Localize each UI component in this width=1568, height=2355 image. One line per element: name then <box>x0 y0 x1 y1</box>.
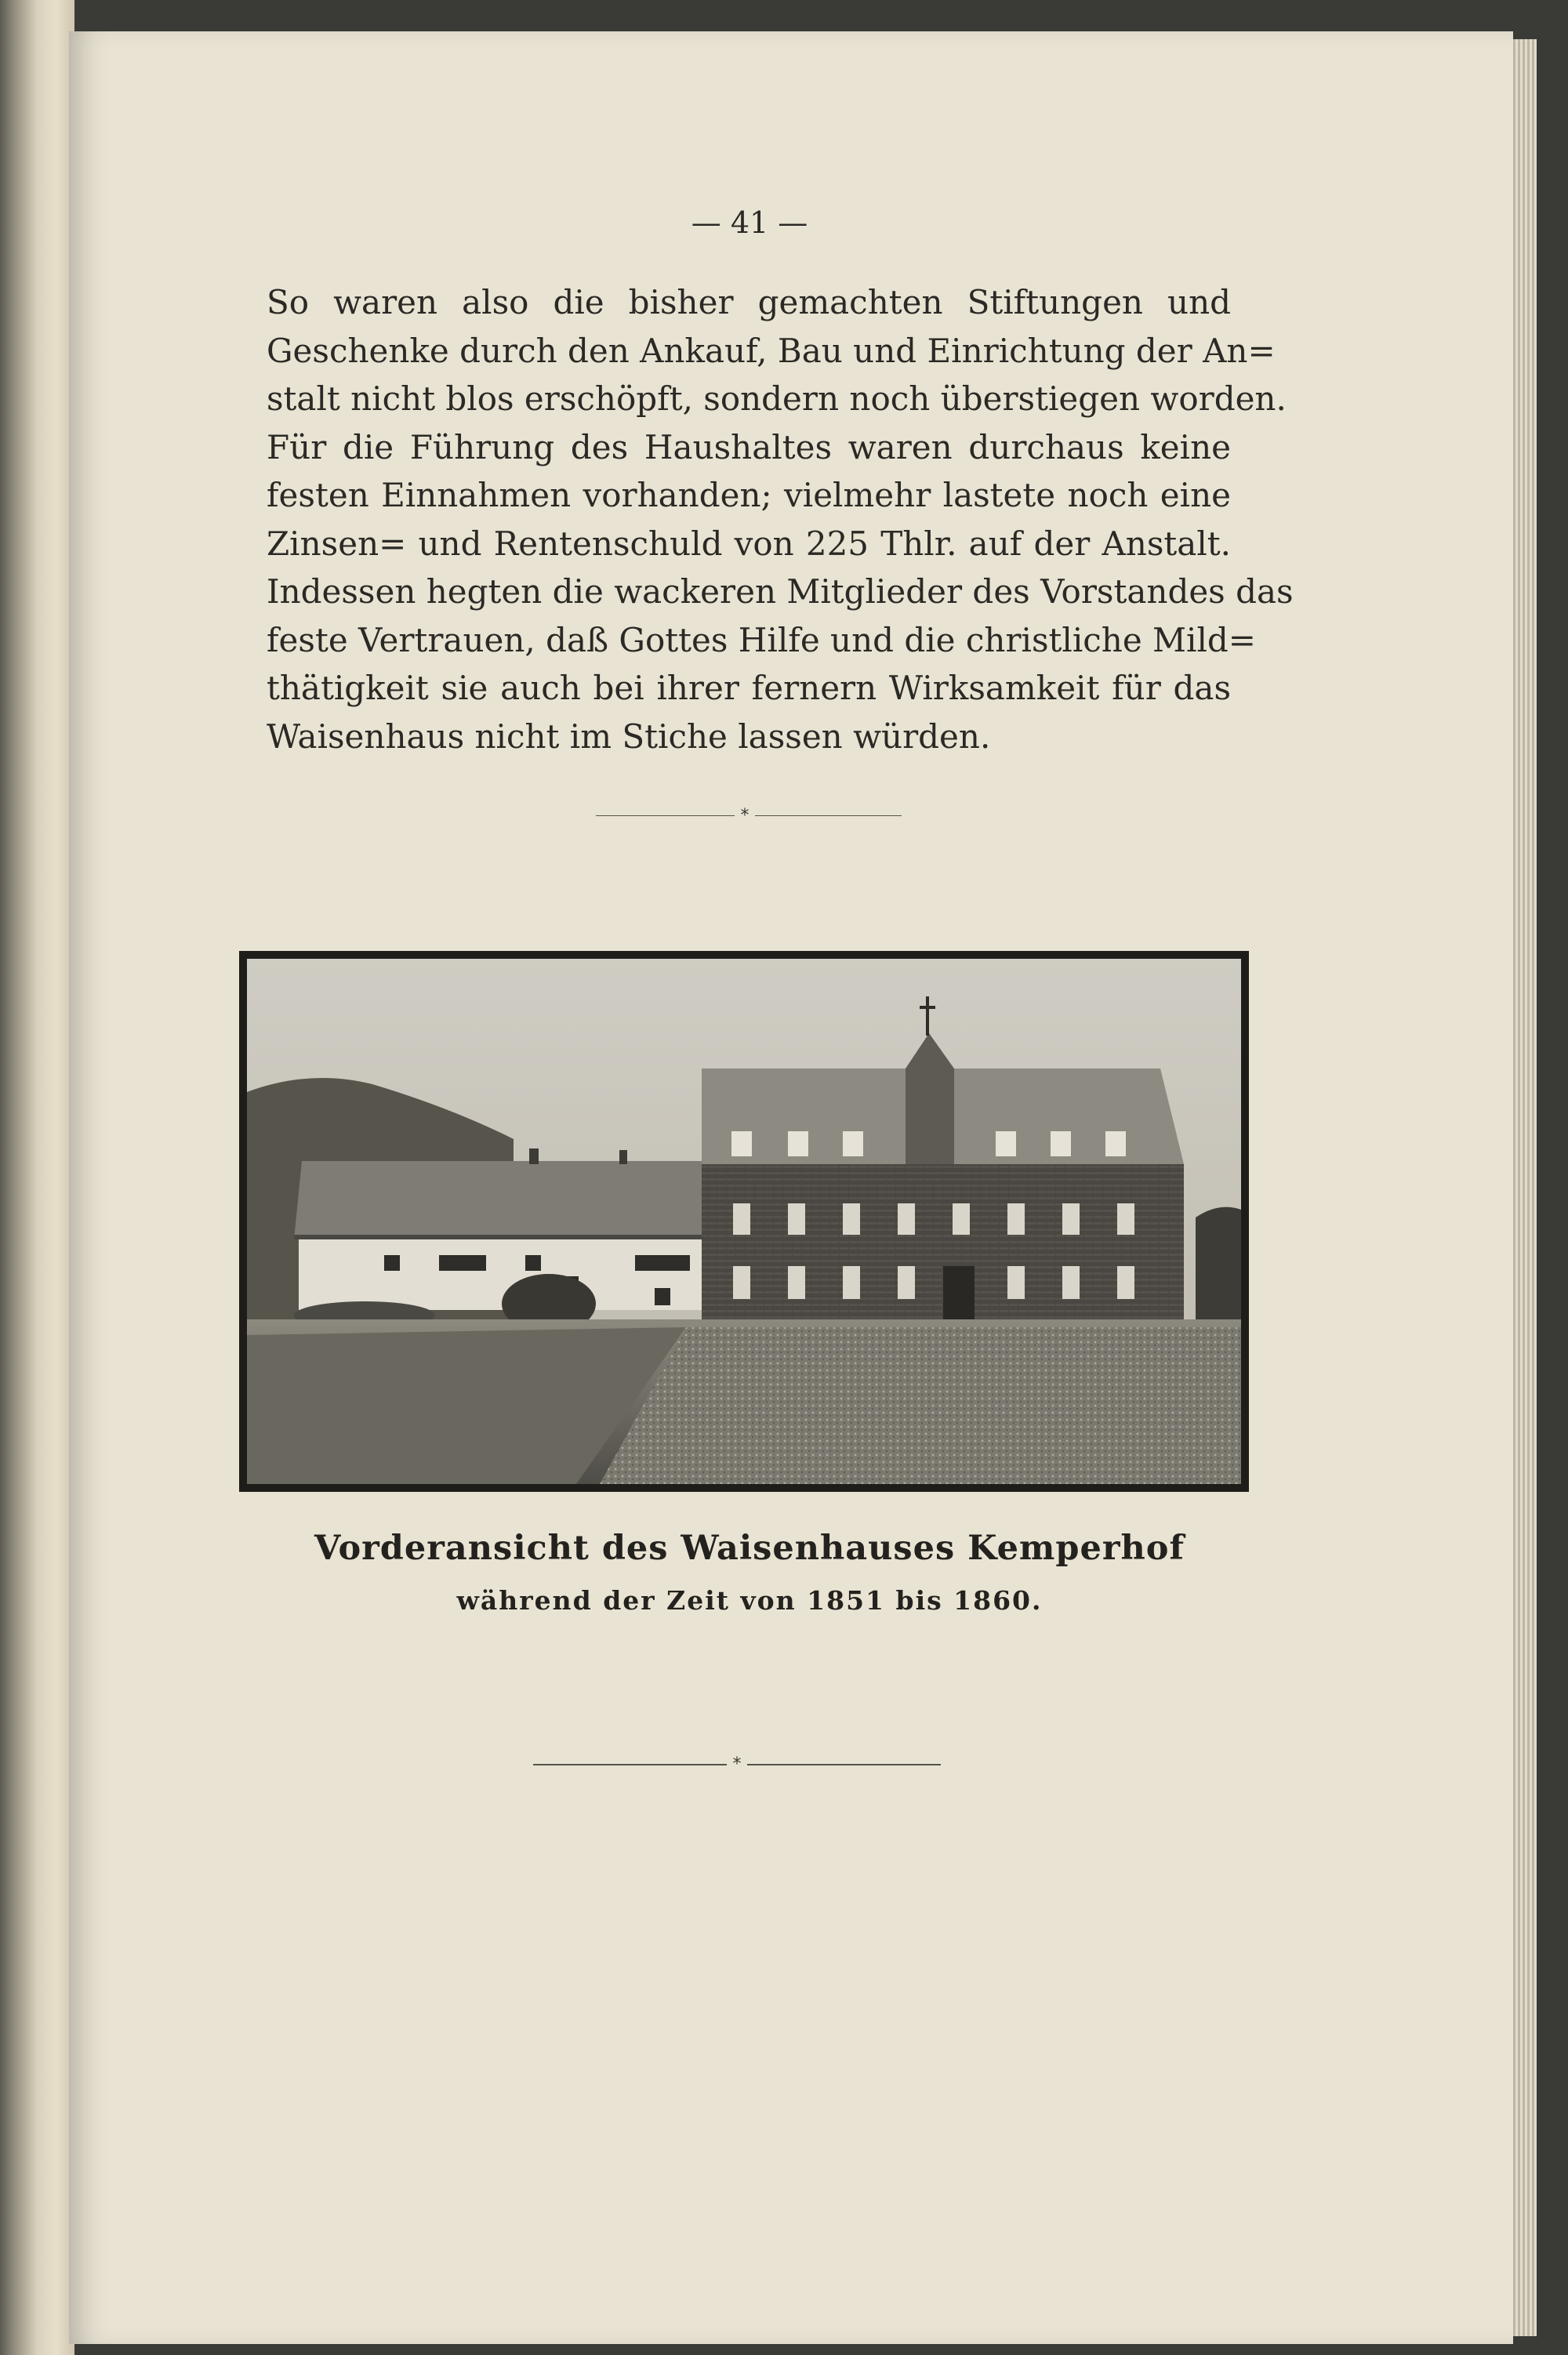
body-text <box>267 278 1294 760</box>
orphanage-building-image <box>247 959 1241 1484</box>
ornament-star-lower: * <box>727 1754 747 1775</box>
text-line: Zinsen= und Rentenschuld von 225 Thlr. auf der Anstalt. <box>267 524 1231 563</box>
ornament-star-upper: * <box>735 806 755 826</box>
page-edges <box>1513 39 1537 2336</box>
text-line: festen Einnahmen vorhanden; vielmehr lastete noch eine <box>267 476 1231 514</box>
text-line: Waisenhaus nicht im Stiche lassen würden. <box>267 717 991 756</box>
photo-caption-subtitle: während der Zeit von 1851 bis 1860. <box>456 1585 1043 1616</box>
text-line: Für die Führung des Haushaltes waren durchaus keine <box>267 427 1231 466</box>
orphanage-photograph <box>239 951 1249 1492</box>
text-line: thätigkeit sie auch bei ihrer fernern Wirksamkeit für das <box>267 669 1231 707</box>
text-line: Geschenke durch den Ankauf, Bau und Einrichtung der An= <box>267 331 1276 370</box>
text-line: So waren also die bisher gemachten Stiftungen und <box>267 283 1231 321</box>
text-line: stalt nicht blos erschöpft, sondern noch überstiegen worden. <box>267 379 1287 418</box>
text-line: feste Vertrauen, daß Gottes Hilfe und die christliche Mild= <box>267 620 1256 659</box>
text-line: Indessen hegten die wackeren Mitglieder des Vorstandes das <box>267 572 1294 611</box>
photo-caption-title: Vorderansicht des Waisenhauses Kemperhof <box>314 1529 1185 1568</box>
book-spine-left <box>0 0 74 2355</box>
page-number: — 41 — <box>691 205 808 240</box>
